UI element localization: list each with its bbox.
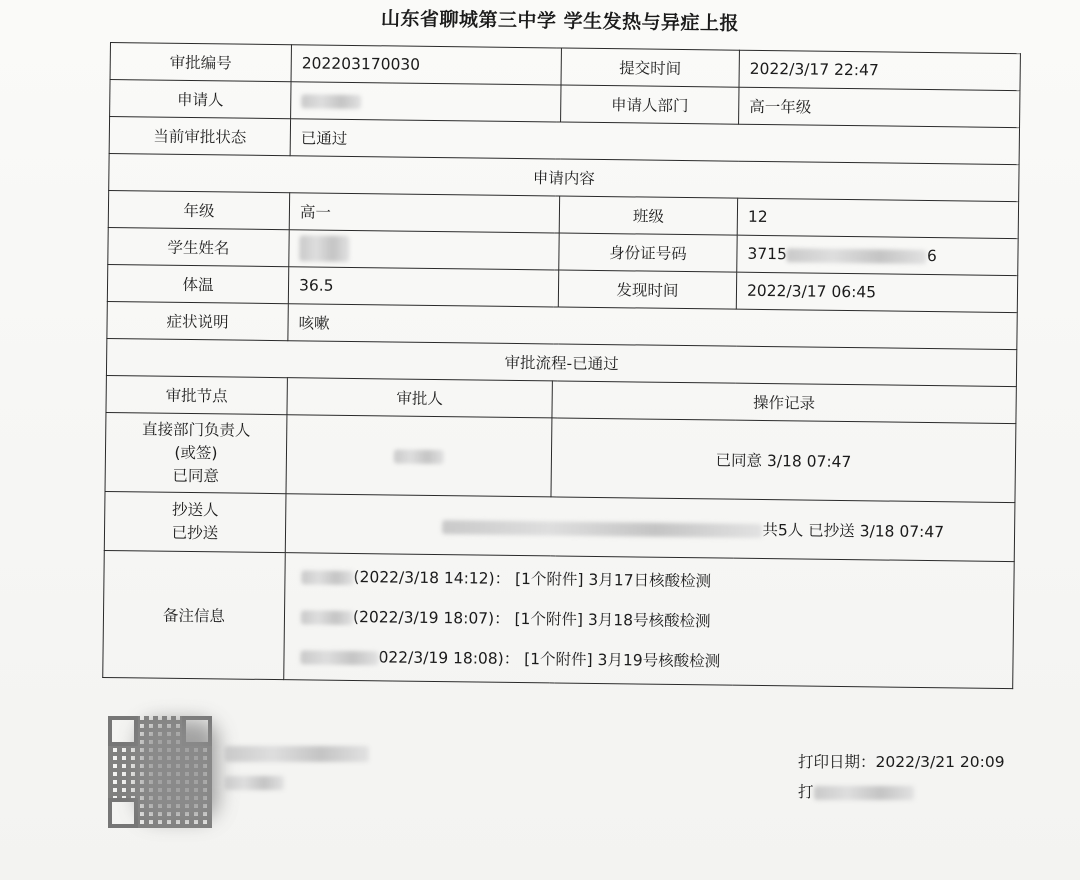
grade-label: 年级 [108,190,289,229]
remark-author-redaction [301,570,353,585]
status-value: 已通过 [290,119,1019,165]
temperature-label: 体温 [107,264,288,303]
node-direct-approver-redacted [286,415,552,497]
found-time-label: 发现时间 [558,270,736,309]
grade-value: 高一 [289,193,559,233]
printer-prefix: 打 [798,783,814,801]
node-direct-line1: 直接部门负责人 [141,419,251,440]
form-table [102,42,1021,689]
node-direct-line3: 已同意 [172,466,220,485]
document-title: 山东省聊城第三中学 学生发热与异症上报 [380,7,740,35]
row-remarks [103,550,1014,688]
student-name-redacted [289,230,559,270]
remark-author-redaction [301,610,353,625]
cc-line1: 抄送人 [171,500,219,520]
approval-no-value: 202203170030 [291,45,561,85]
status-label: 当前审批状态 [109,117,290,156]
applicant-label: 申请人 [110,80,291,119]
content-section-title: 申请内容 [109,153,1019,201]
applicant-dept-value: 高一年级 [739,87,1020,127]
id-prefix: 3715 [747,244,788,264]
print-date: 打印日期：2022/3/21 20:09 [798,753,1005,771]
qr-redaction [138,720,218,820]
row-node-direct [105,412,1016,502]
cc-line2: 已抄送 [171,523,219,543]
id-redaction [787,248,927,264]
remark-text: (2022/3/19 18:07)： [1个附件] 3月18号核酸检测 [352,608,711,631]
cc-record: 共5人 已抄送 3/18 07:47 [762,521,945,542]
row-cc [104,491,1015,561]
class-label: 班级 [559,196,737,235]
node-direct-line2: (或签) [174,443,218,462]
symptom-label: 症状说明 [107,301,288,340]
symptom-value: 咳嗽 [288,304,1017,350]
report-form [102,42,1020,689]
submit-time-label: 提交时间 [561,48,739,87]
approval-no-label: 审批编号 [110,43,291,82]
remark-text: (2022/3/18 14:12)： [1个附件] 3月17日核酸检测 [353,568,712,591]
printer-redaction [814,786,914,800]
found-time-value: 2022/3/17 06:45 [736,272,1017,312]
id-label: 身份证号码 [559,233,737,272]
approver-header: 审批人 [287,378,552,418]
cc-record-cell [285,494,1015,562]
node-direct-record: 已同意 3/18 07:47 [551,418,1016,503]
node-direct-cell [105,412,287,493]
applicant-dept-label: 申请人部门 [561,85,739,124]
cc-names-redaction [442,520,762,538]
process-section-title: 审批流程-已通过 [106,338,1016,386]
node-header: 审批节点 [106,375,287,414]
remark-item [300,636,1002,685]
applicant-value-redacted [291,82,561,122]
class-value: 12 [737,198,1018,238]
id-value [737,235,1018,275]
remarks-label: 备注信息 [103,550,286,679]
submit-time-value: 2022/3/17 22:47 [739,50,1020,90]
printer-line [798,780,914,802]
remark-author-redaction [300,650,378,665]
footer-text-redacted [224,746,374,802]
id-suffix: 6 [926,246,937,266]
remarks-cell [284,553,1014,689]
temperature-value: 36.5 [288,267,558,307]
cc-cell [104,491,286,552]
record-header: 操作记录 [552,381,1016,424]
qr-code-area [108,716,212,828]
student-name-label: 学生姓名 [108,227,289,266]
remark-text: 022/3/19 18:08)： [1个附件] 3月19号核酸检测 [378,648,721,671]
